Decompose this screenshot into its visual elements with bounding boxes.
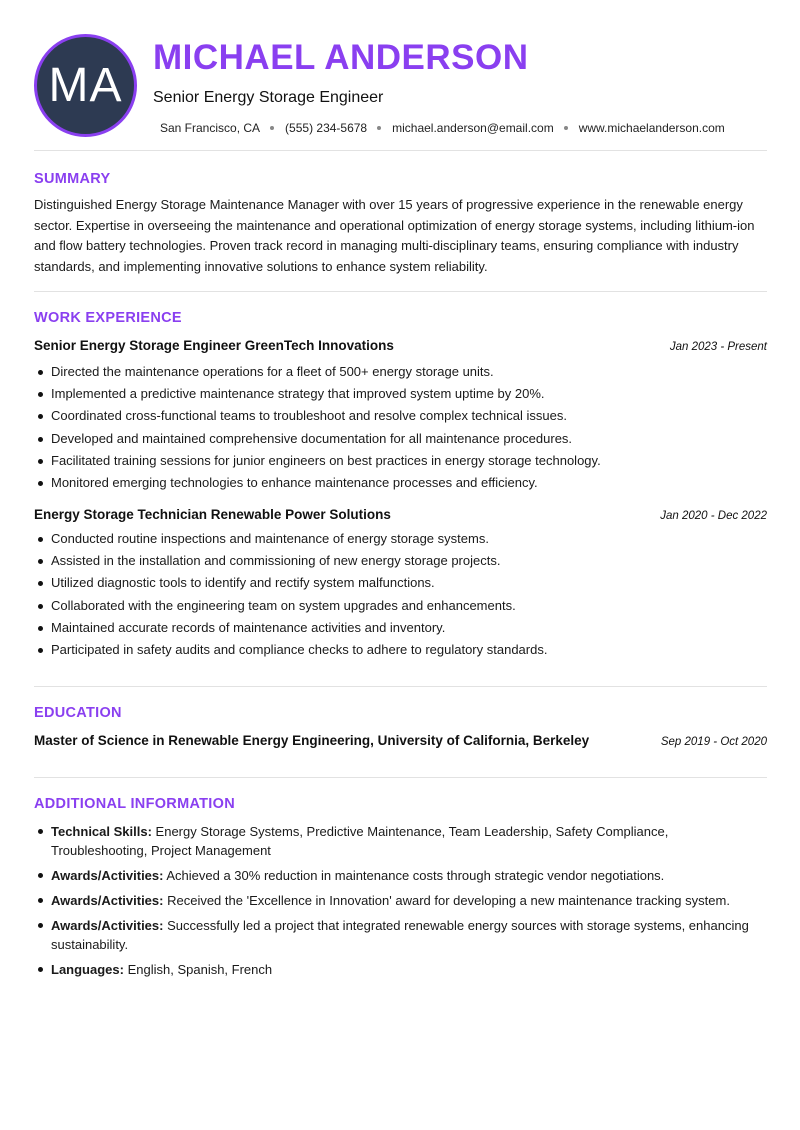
item-text: Received the 'Excellence in Innovation' award for developing a new maintenance tracking system. — [167, 893, 730, 908]
education-degree: Master of Science in Renewable Energy Engineering, University of California, Berkeley — [34, 733, 590, 748]
list-item: Directed the maintenance operations for a fleet of 500+ energy storage units. — [34, 361, 767, 383]
contact-line — [160, 121, 725, 135]
contact-website[interactable]: www.michaelanderson.com — [578, 121, 725, 135]
summary-heading: SUMMARY — [34, 171, 111, 187]
additional-info-heading: ADDITIONAL INFORMATION — [34, 796, 235, 812]
list-item: Utilized diagnostic tools to identify and rectify system malfunctions. — [34, 572, 767, 594]
candidate-name: MICHAEL ANDERSON — [153, 38, 529, 77]
list-item: Monitored emerging technologies to enhance maintenance processes and efficiency. — [34, 472, 767, 494]
work-experience-heading: WORK EXPERIENCE — [34, 310, 182, 326]
list-item: Collaborated with the engineering team on system upgrades and enhancements. — [34, 595, 767, 617]
separator-dot-icon — [564, 126, 568, 130]
job-role: Energy Storage Technician Renewable Power Solutions — [34, 507, 391, 522]
item-text: Energy Storage Systems, Predictive Maintenance, Team Leadership, Safety Compliance, Troubleshooting, Project Management — [51, 824, 669, 858]
item-label: Awards/Activities: — [51, 868, 164, 883]
divider — [34, 291, 767, 292]
list-item: Implemented a predictive maintenance strategy that improved system uptime by 20%. — [34, 383, 767, 405]
list-item: Participated in safety audits and compliance checks to adhere to regulatory standards. — [34, 639, 767, 661]
item-label: Languages: — [51, 962, 124, 977]
job-bullet-list — [34, 528, 767, 661]
candidate-title: Senior Energy Storage Engineer — [153, 89, 384, 106]
item-text: Achieved a 30% reduction in maintenance costs through strategic vendor negotiations. — [166, 868, 665, 883]
list-item — [34, 822, 767, 860]
list-item: Maintained accurate records of maintenance activities and inventory. — [34, 617, 767, 639]
job-header — [34, 338, 767, 353]
additional-info-list — [34, 822, 767, 985]
job-role: Senior Energy Storage Engineer GreenTech Innovations — [34, 338, 394, 353]
contact-location: San Francisco, CA — [160, 121, 261, 135]
education-date: Sep 2019 - Oct 2020 — [660, 736, 767, 748]
list-item: Assisted in the installation and commissioning of new energy storage projects. — [34, 550, 767, 572]
item-label: Awards/Activities: — [51, 893, 164, 908]
summary-text: Distinguished Energy Storage Maintenance Manager with over 15 years of progressive experience in the renewable energy sector. Expertise in overseeing the maintenance and operational optimization of energy storage systems, including lithium-ion and flow battery technologies. Proven track record in managing multi-disciplinary teams, ensuring compliance with industry standards, and implementing innovative solutions to enhance system reliability. — [34, 197, 755, 274]
item-text: English, Spanish, French — [127, 962, 273, 977]
item-label: Awards/Activities: — [51, 918, 164, 933]
item-label: Technical Skills: — [51, 824, 152, 839]
list-item — [34, 960, 767, 979]
job-header — [34, 507, 767, 522]
list-item: Coordinated cross-functional teams to troubleshoot and resolve complex technical issues. — [34, 405, 767, 427]
contact-phone: (555) 234-5678 — [285, 121, 368, 135]
list-item: Conducted routine inspections and maintenance of energy storage systems. — [34, 528, 767, 550]
divider — [34, 150, 767, 151]
item-text: Successfully led a project that integrated renewable energy sources with storage systems, enhancing sustainability. — [51, 918, 749, 952]
list-item: Facilitated training sessions for junior engineers on best practices in energy storage technology. — [34, 450, 767, 472]
job-date: Jan 2020 - Dec 2022 — [660, 510, 767, 522]
education-entry — [34, 733, 767, 748]
education-heading: EDUCATION — [34, 705, 122, 721]
list-item — [34, 891, 767, 910]
contact-email[interactable]: michael.anderson@email.com — [392, 121, 554, 135]
divider — [34, 777, 767, 778]
separator-dot-icon — [270, 126, 274, 130]
job-bullet-list — [34, 361, 767, 494]
avatar — [34, 34, 137, 137]
separator-dot-icon — [377, 126, 381, 130]
list-item: Developed and maintained comprehensive documentation for all maintenance procedures. — [34, 428, 767, 450]
job-date: Jan 2023 - Present — [669, 341, 767, 353]
list-item — [34, 916, 767, 954]
divider — [34, 686, 767, 687]
avatar-initials: MA — [48, 59, 123, 112]
list-item — [34, 866, 767, 885]
